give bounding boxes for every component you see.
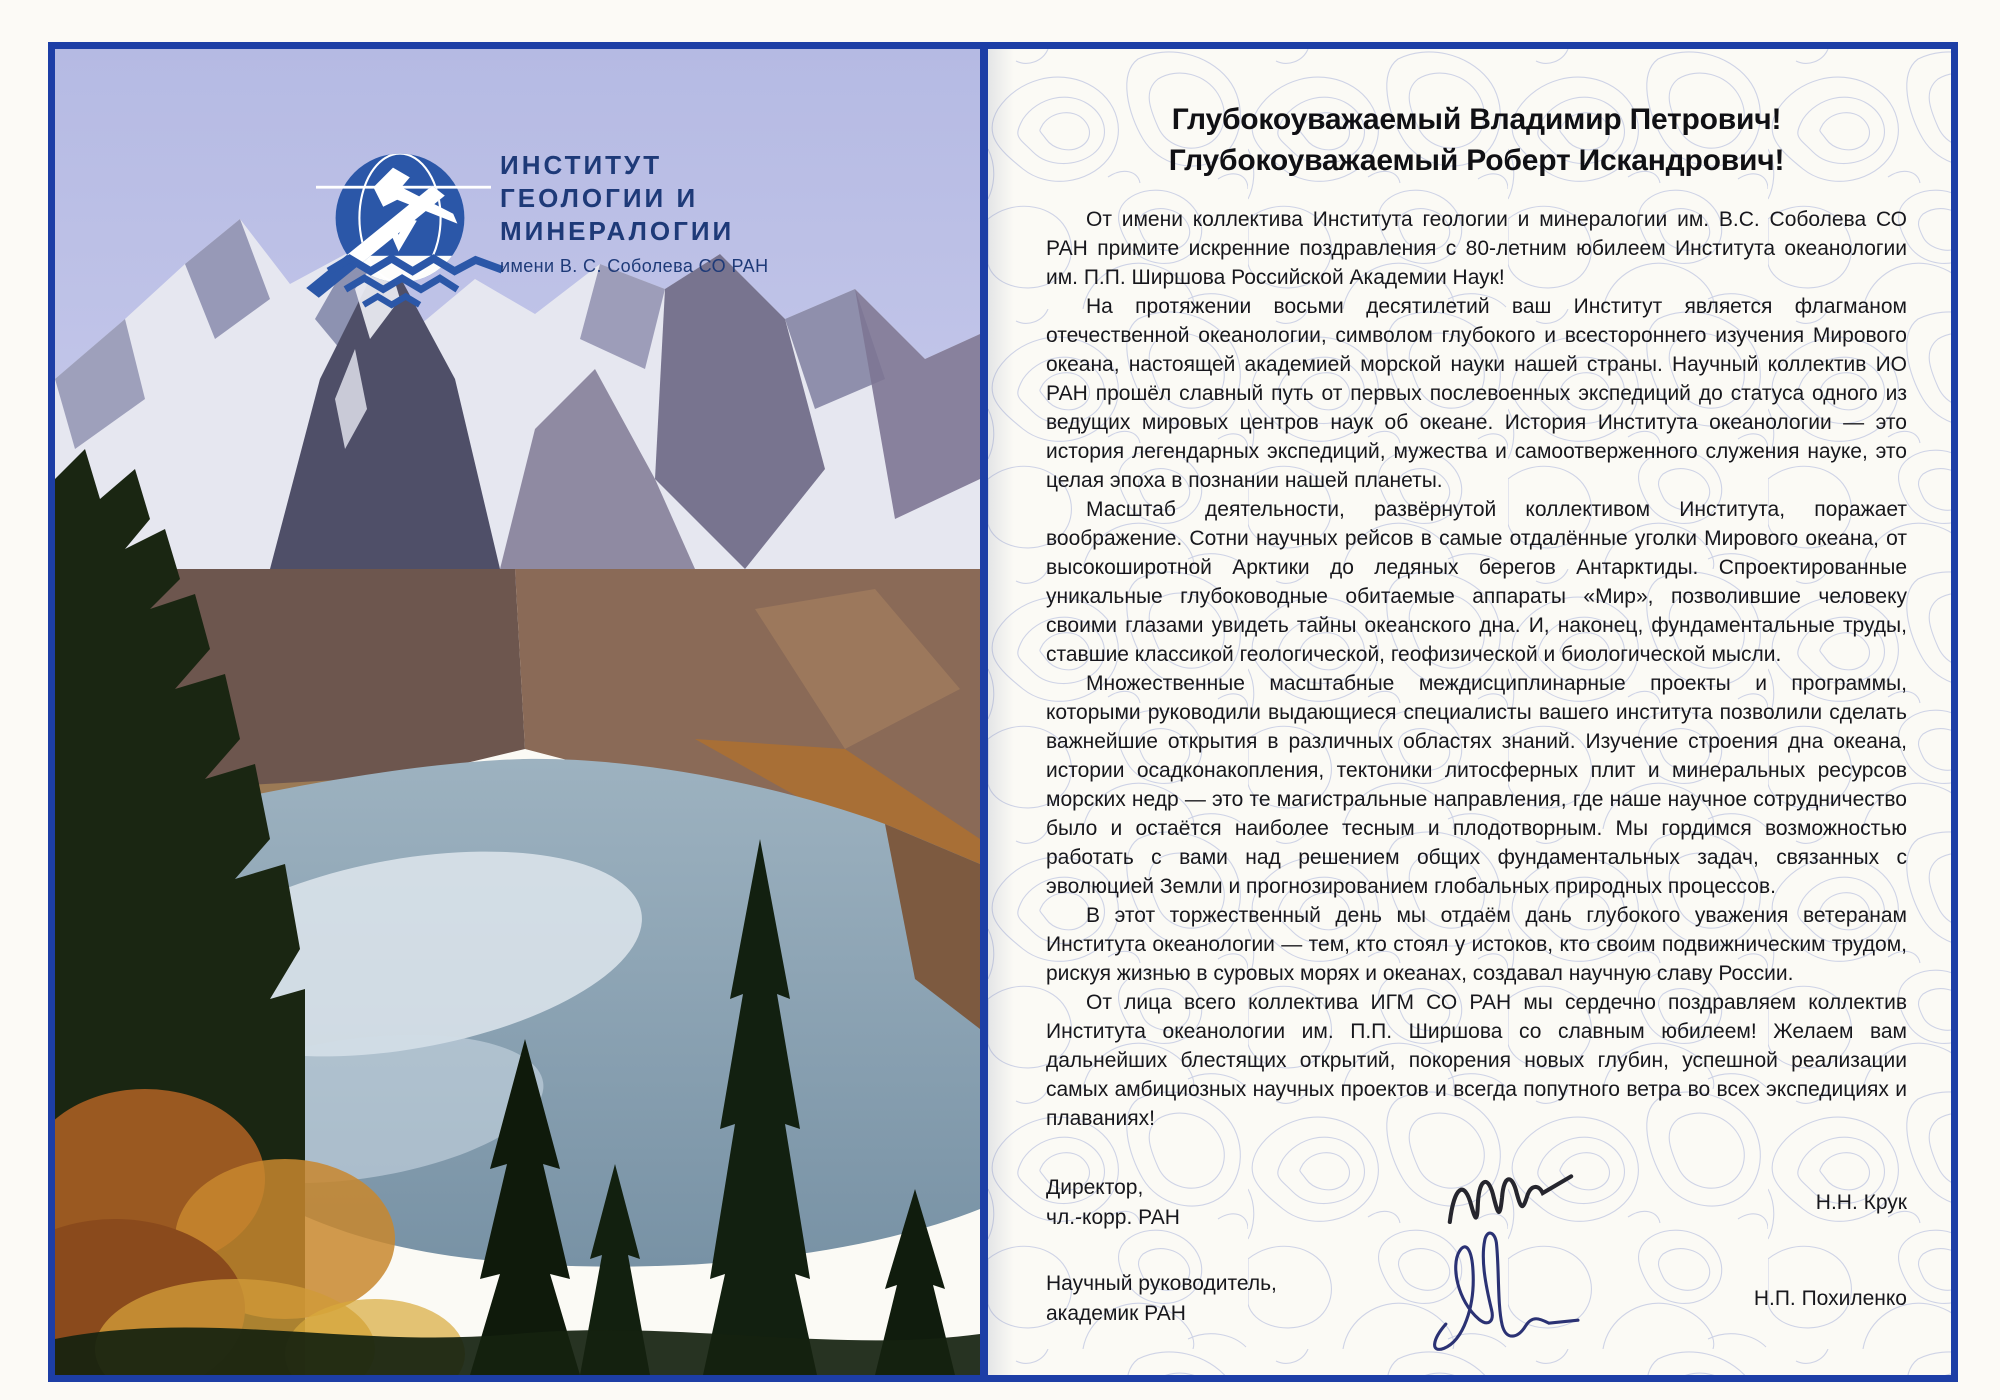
director-role-line1: Директор, — [1046, 1176, 1144, 1199]
globe-hammer-icon — [295, 141, 505, 323]
card-spread — [48, 42, 1958, 1382]
letter-paragraph-1: От имени коллектива Института геологии и минералогии им. В.С. Соболева СО РАН примите искренние поздравления с 80-летним юбилеем Института океанологии им. П.П. Ширшова Российской Академии Наук! — [1046, 208, 1907, 289]
director-name: Н.Н. Крук — [1815, 1191, 1907, 1214]
letter-paragraph-4: Множественные масштабные междисциплинарные проекты и программы, которыми руководили выдающиеся специалисты вашего института позволили сделать важнейшие открытия в различных областях знаний. Изучение строения дна океана, истории осадконакопления, тектоники литосферных плит и минеральных ресурсов морских недр — это те магистральные направления, где наше научное сотрудничество было и остаётся наиболее тесным и плодотворным. Мы гордимся возможностью работать с вами над решением общих фундаментальных задач, связанных с эволюцией Земли и прогнозированием глобальных природных процессов. — [1046, 672, 1907, 898]
logo-subtitle: имени В. С. Соболева СО РАН — [500, 256, 769, 276]
logo-title-line2: ГЕОЛОГИИ И — [500, 183, 699, 213]
signature-row-director — [1046, 1173, 1907, 1233]
letter-paragraph-2: На протяжении восьми десятилетий ваш Институт является флагманом отечественной океанологии, символом глубокого и всестороннего изучения Мирового океана, настоящей академией морской науки нашей страны. Научный коллектив ИО РАН прошёл славный путь от первых послевоенных экспедиций до статуса одного из ведущих мировых центров наук об океане. История Института океанологии — это история легендарных экспедиций, мужества и самоотверженного служения науке, это целая эпоха в познании нашей планеты. — [1046, 295, 1907, 492]
logo-title-line3: МИНЕРАЛОГИИ — [500, 216, 735, 246]
photo-page — [55, 49, 980, 1375]
kruk-signature-scribble — [1442, 1155, 1592, 1227]
page-fold-divider — [980, 49, 988, 1375]
supervisor-name: Н.П. Похиленко — [1753, 1287, 1907, 1310]
letter-content — [988, 49, 1951, 1133]
salutation-line-1: Глубокоуважаемый Владимир Петрович! — [1171, 103, 1782, 136]
letter-body — [1046, 205, 1907, 1133]
letter-paragraph-6: От лица всего коллектива ИГМ СО РАН мы сердечно поздравляем коллектив Института океанологии им. П.П. Ширшова со славным юбилеем! Желаем вам дальнейших блестящих открытий, покорения новых глубин, успешной реализации самых амбициозных научных проектов и всегда попутного ветра во всех экспедициях и плаваниях! — [1046, 991, 1907, 1130]
letter-paragraph-3: Масштаб деятельности, развёрнутой коллективом Института, поражает воображение. Сотни научных рейсов в самые отдалённые уголки Мирового океана, от высокоширотной Арктики до ледяных берегов Антарктиды. Спроектированные уникальные глубоководные обитаемые аппараты «Мир», позволившие человеку своими глазами увидеть тайны океанского дна. И, наконец, фундаментальные труды, ставшие классикой геологической, геофизической и биологической мысли. — [1046, 498, 1907, 666]
logo-title-line1: ИНСТИТУТ — [500, 150, 663, 180]
director-role-line2: чл.-корр. РАН — [1046, 1206, 1180, 1229]
salutation-line-2: Глубокоуважаемый Роберт Искандрович! — [1168, 144, 1785, 177]
supervisor-role-line1: Научный руководитель, — [1046, 1272, 1277, 1295]
signature-row-supervisor — [1046, 1269, 1907, 1329]
pokhilenko-signature-scribble — [1408, 1225, 1608, 1361]
signature-block — [1046, 1173, 1907, 1329]
letter-paragraph-5: В этот торжественный день мы отдаём дань глубокого уважения ветеранам Института океанологии — тем, кто стоял у истоков, кто своим подвижническим трудом, рискуя жизнью в суровых морях и океанах, создавал научную славу России. — [1046, 904, 1907, 985]
letter-page — [988, 49, 1951, 1375]
supervisor-role-line2: академик РАН — [1046, 1302, 1186, 1325]
institute-logo-text — [500, 149, 768, 277]
